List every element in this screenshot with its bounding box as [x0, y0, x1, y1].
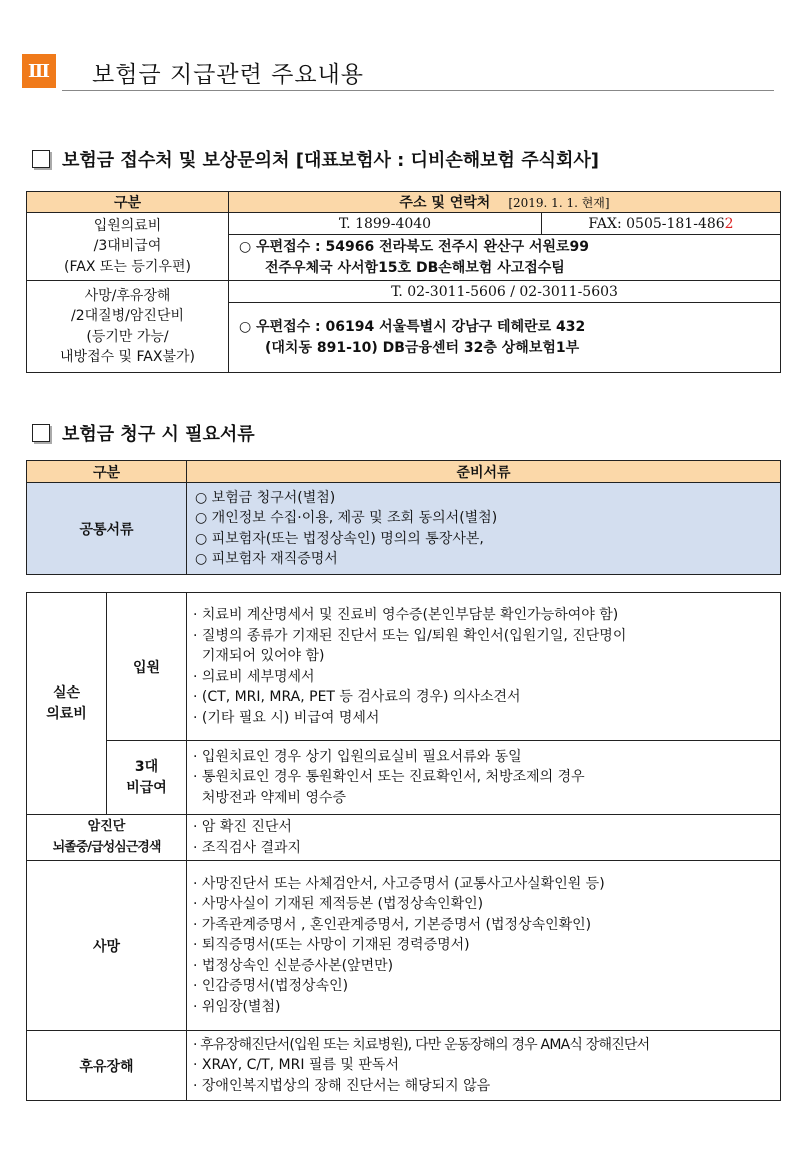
- common-docs-list: [187, 483, 781, 575]
- list-item: · (CT, MRI, MRA, PET 등 검사료의 경우) 의사소견서: [193, 689, 521, 705]
- contact-col-category: 구분: [27, 192, 229, 213]
- row2-mail: [229, 303, 781, 373]
- inpatient-list: [187, 593, 781, 741]
- section-title: 보험금 지급관련 주요내용: [92, 62, 365, 88]
- list-item: · XRAY, C/T, MRI 필름 및 판독서: [193, 1057, 399, 1074]
- list-item: 기재되어 있어야 함): [193, 648, 325, 664]
- row1-mail: [229, 235, 781, 281]
- death-list: [187, 861, 781, 1031]
- row1-category-line: (FAX 또는 등기우편): [64, 258, 191, 275]
- checkbox-icon: [32, 150, 50, 168]
- list-item: · 위임장(별첨): [193, 998, 281, 1015]
- row2-category: [27, 281, 229, 373]
- list-item: ○ 개인정보 수집·이용, 제공 및 조회 동의서(별첨): [195, 510, 498, 526]
- contact-heading: [32, 146, 599, 172]
- row2-mail-line: (대치동 891-10) DB금융센터 32층 상해보험1부: [265, 339, 580, 356]
- row1-mail-line: 전주우체국 사서함15호 DB손해보험 사고접수팀: [265, 259, 565, 276]
- row2-category-line: 내방접수 및 FAX불가): [60, 349, 195, 365]
- list-item: ○ 피보험자 재직증명서: [195, 551, 338, 567]
- checkbox-icon: [32, 424, 50, 442]
- list-item: · 사망진단서 또는 사체검안서, 사고증명서 (교통사고사실확인원 등): [193, 875, 605, 892]
- row1-fax-last: 2: [724, 215, 734, 232]
- cancer-label-line: 암진단: [87, 819, 126, 834]
- section-header: [22, 52, 774, 94]
- list-item: · 장애인복지법상의 장해 진단서는 해당되지 않음: [193, 1077, 491, 1094]
- death-label: 사망: [27, 861, 187, 1031]
- list-item: · 가족관계증명서 , 혼인관계증명서, 기본증명서 (법정상속인확인): [193, 916, 592, 933]
- cancer-label: [27, 815, 187, 861]
- contact-col-address: [229, 192, 781, 213]
- row2-category-line: (등기만 가능/: [86, 328, 169, 345]
- row2-category-line: 사망/후유장해: [84, 287, 171, 304]
- list-item: ○ 피보험자(또는 법정상속인) 명의의 통장사본,: [195, 530, 484, 547]
- list-item: · 질병의 종류가 기재된 진단서 또는 입/퇴원 확인서(입원기일, 진단명이: [193, 627, 627, 644]
- disability-label: 후유장해: [27, 1031, 187, 1101]
- common-docs-table: [26, 460, 781, 575]
- row2-mail-line: ○ 우편접수 : 06194 서울특별시 강남구 테헤란로 432: [239, 319, 586, 335]
- list-item: · (기타 필요 시) 비급여 명세서: [193, 709, 380, 726]
- list-item: · 의료비 세부명세서: [193, 668, 315, 685]
- list-item: · 법정상속인 신분증사본(앞면만): [193, 957, 394, 974]
- list-item: · 암 확진 진단서: [193, 819, 292, 835]
- list-item: · 인감증명서(법정상속인): [193, 978, 349, 995]
- list-item: · 퇴직증명서(또는 사망이 기재된 경력증명서): [193, 937, 470, 954]
- list-item: · 입원치료인 경우 상기 입원의료실비 필요서류와 동일: [193, 748, 522, 765]
- medical-label: [27, 593, 107, 815]
- medical-label-line: 의료비: [46, 705, 87, 722]
- list-item: 처방전과 약제비 영수증: [193, 789, 347, 806]
- claim-docs-table: [26, 592, 781, 1101]
- contact-col-address-label: 주소 및 연락처: [399, 195, 491, 211]
- row2-category-line: /2대질병/암진단비: [70, 308, 184, 324]
- row2-phone: T. 02-3011-5606 / 02-3011-5603: [229, 281, 781, 303]
- row1-mail-line: ○ 우편접수 : 54966 전라북도 전주시 완산구 서원로99: [239, 239, 590, 255]
- non-covered-label: [107, 741, 187, 815]
- row1-fax-prefix: FAX: 0505-181-486: [588, 215, 725, 232]
- medical-label-line: 실손: [52, 685, 81, 701]
- docs-col-category: 구분: [27, 461, 187, 483]
- section-divider: [62, 90, 774, 91]
- docs-col-docs: 준비서류: [187, 461, 781, 483]
- documents-heading-text: 보험금 청구 시 필요서류: [62, 424, 255, 445]
- non-covered-list: [187, 741, 781, 815]
- list-item: · 사망사실이 기재된 제적등본 (법정상속인확인): [193, 896, 484, 913]
- contact-table: [26, 191, 781, 373]
- cancer-list: [187, 815, 781, 861]
- row1-phone: T. 1899-4040: [229, 213, 542, 235]
- section-number-badge: Ⅲ: [22, 54, 56, 88]
- non-covered-label-line: 비급여: [126, 779, 167, 796]
- row1-fax: [542, 213, 781, 235]
- non-covered-label-line: 3대: [134, 759, 159, 775]
- documents-heading: [32, 420, 255, 446]
- row1-category-line: /3대비급여: [93, 238, 162, 255]
- list-item: · 후유장해진단서(입원 또는 치료병원), 다만 운동장해의 경우 AMA식 장해진단서: [193, 1036, 650, 1053]
- cancer-label-line: 뇌졸중/급성심근경색: [52, 839, 161, 855]
- row1-category: [27, 213, 229, 281]
- as-of-date: [2019. 1. 1. 현재]: [508, 196, 610, 210]
- disability-list: [187, 1031, 781, 1101]
- common-docs-label: 공통서류: [27, 483, 187, 575]
- inpatient-label: 입원: [107, 593, 187, 741]
- list-item: · 통원치료인 경우 통원확인서 또는 진료확인서, 처방조제의 경우: [193, 769, 585, 786]
- list-item: · 치료비 계산명세서 및 진료비 영수증(본인부담분 확인가능하여야 함): [193, 607, 619, 623]
- list-item: ○ 보험금 청구서(별첨): [195, 489, 336, 506]
- list-item: · 조직검사 결과지: [193, 839, 302, 856]
- contact-heading-text: 보험금 접수처 및 보상문의처 [대표보험사 : 디비손해보험 주식회사]: [62, 150, 599, 171]
- row1-category-line: 입원의료비: [93, 217, 162, 234]
